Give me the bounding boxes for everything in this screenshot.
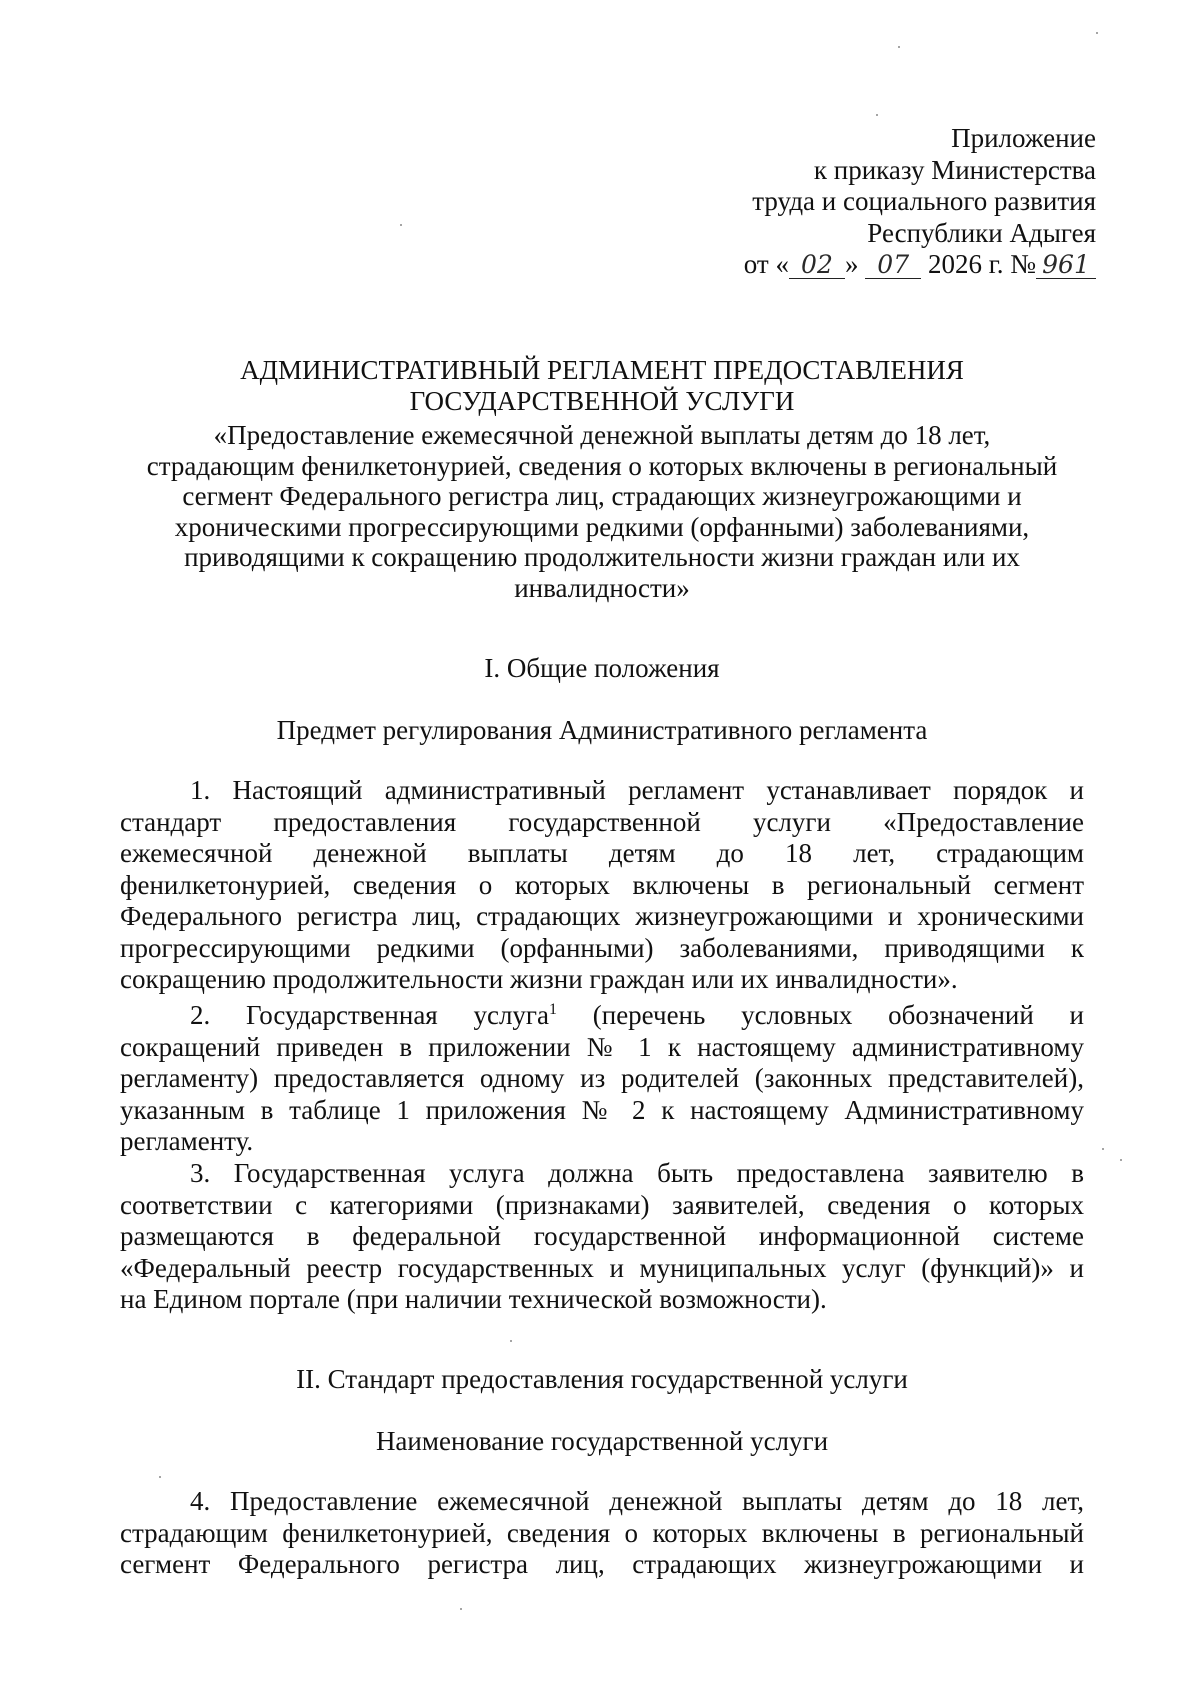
appendix-line: Республики Адыгея [867,217,1096,248]
paragraph-line: страдающим фенилкетонурией, сведения о которых включены в региональный [120,1517,1084,1548]
title-line: АДМИНИСТРАТИВНЫЙ РЕГЛАМЕНТ ПРЕДОСТАВЛЕНИЯ [240,355,964,385]
paragraph-line: сегмент Федерального регистра лиц, страдающих жизнеугрожающими и [120,1549,1084,1579]
section-heading: I. Общие положения [484,653,720,683]
handwritten-day: 02 [789,252,845,279]
paragraph-line: прогрессирующими редкими (орфанными) заболеваниями, приводящими к [120,932,1084,963]
paragraph-line: фенилкетонурией, сведения о которых включены в региональный сегмент [120,869,1084,900]
scan-speck [1096,32,1098,34]
paragraph-line: 4. Предоставление ежемесячной денежной выплаты детям до 18 лет, [190,1486,1084,1516]
paragraph-line: стандарт предоставления государственной услуги «Предоставление [120,806,1084,837]
scan-speck [400,224,402,226]
paragraph-line: сокращений приведен в приложении № 1 к настоящему административному [120,1031,1084,1062]
title-quoted-line: «Предоставление ежемесячной денежной выплаты детям до 18 лет, [213,420,991,450]
appendix-line: труда и социального развития [752,186,1096,216]
title-quoted-line: инвалидности» [514,572,690,603]
subsection-heading: Наименование государственной услуги [375,1426,829,1456]
title-quoted-line: хроническими прогрессирующими редкими (орфанными) заболеваниями, [174,511,1030,542]
paragraph-line: 1. Настоящий административный регламент устанавливает порядок и [190,775,1084,805]
scan-speck [460,1608,462,1610]
scan-speck [159,1476,161,1478]
paragraph-line: указанным в таблице 1 приложения № 2 к настоящему Административному [120,1094,1084,1125]
scan-speck [876,114,878,116]
paragraph-2 [120,1000,1084,1158]
service-name-title [120,420,1084,603]
paragraph-line: Федерального регистра лиц, страдающих жизнеугрожающими и хроническими [120,901,1084,931]
appendix-line: к приказу Министерства [813,154,1096,185]
paragraph-line: на Едином портале (при наличии технической возможности). [120,1284,827,1314]
paragraph-3 [120,1158,1084,1316]
paragraph-4 [120,1486,1084,1581]
scan-speck [510,1340,512,1342]
paragraph-line: соответствии с категориями (признаками) заявителей, сведения о которых [120,1189,1084,1220]
paragraph-line: 3. Государственная услуга должна быть предоставлена заявителю в [190,1158,1084,1188]
date-year: 2026 г. № [927,249,1036,279]
title-line: ГОСУДАРСТВЕННОЙ УСЛУГИ [409,385,795,416]
scan-speck [1120,1159,1122,1161]
paragraph-line: регламенту) предоставляется одному из родителей (законных представителей), [120,1063,1084,1093]
paragraph-line [120,1000,1084,1032]
document-title [120,355,1084,416]
handwritten-month: 07 [865,252,921,279]
title-quoted-line: приводящими к сокращению продолжительности жизни граждан или их [184,542,1020,572]
paragraph-line: «Федеральный реестр государственных и муниципальных услуг (функций)» и [120,1252,1084,1283]
handwritten-order-number: 961 [1036,252,1096,279]
paragraph-line: регламенту. [120,1126,254,1156]
paragraph-line: ежемесячной денежной выплаты детям до 18 лет, страдающим [120,838,1084,868]
paragraph-1 [120,775,1084,996]
section-heading: II. Стандарт предоставления государственной услуги [296,1364,908,1394]
appendix-header [744,123,1096,281]
date-prefix: от « [743,249,789,279]
appendix-line: Приложение [951,123,1096,153]
title-quoted-line: сегмент Федерального регистра лиц, страдающих жизнеугрожающими и [182,481,1022,511]
title-quoted-line: страдающим фенилкетонурией, сведения о которых включены в региональный [146,450,1058,481]
scan-speck [1102,1148,1104,1150]
subsection-heading: Предмет регулирования Административного регламента [276,715,928,745]
date-mid: » [844,249,859,279]
paragraph-text: 2. Государственная услуга [190,1000,549,1030]
paragraph-line: размещаются в федеральной государственной информационной системе [120,1221,1084,1251]
paragraph-line: сокращению продолжительности жизни граждан или их инвалидности». [120,964,958,994]
paragraph-text: (перечень условных обозначений и [557,1000,1084,1030]
appendix-date-line [744,249,1096,281]
scan-speck [898,46,900,48]
footnote-marker: 1 [549,1001,557,1018]
